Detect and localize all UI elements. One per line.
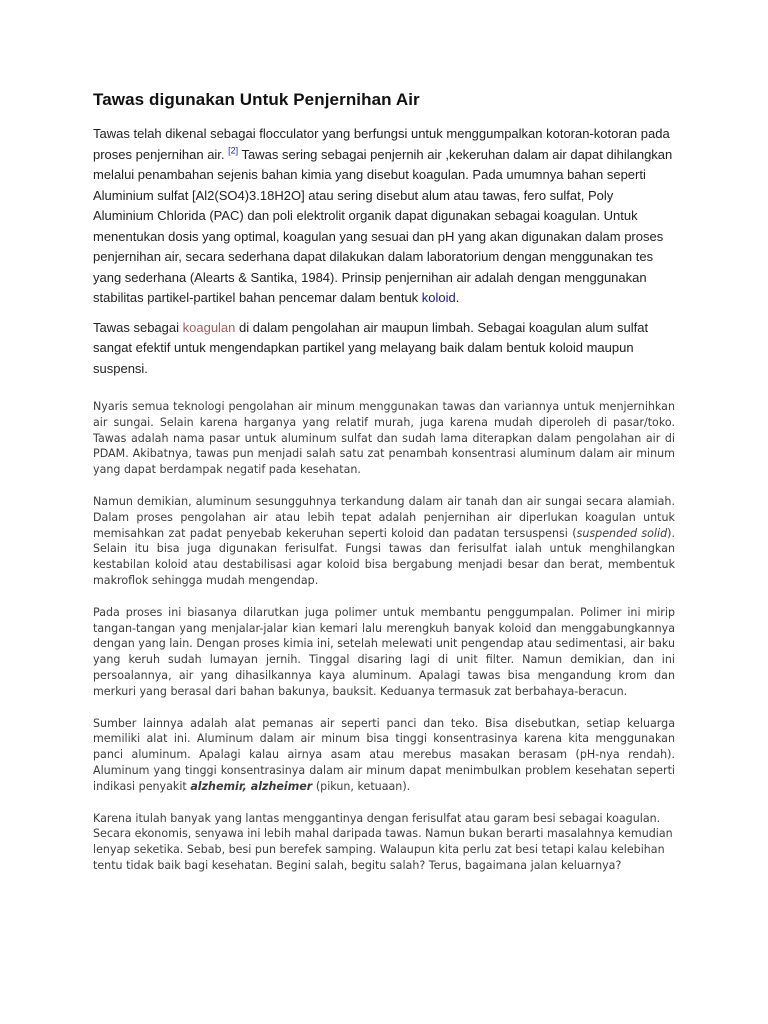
emphasis-text: alzhemir, alzheimer xyxy=(190,779,313,793)
article-paragraph-5: Karena itulah banyak yang lantas menggantinya dengan ferisulfat atau garam besi sebagai koagulan. Secara ekonomis, senyawa ini lebih mahal daripada tawas. Namun bukan berarti masalahnya kemudian lenyap seketika. Sebab, besi pun berefek samping. Walaupun kita perlu zat besi tetapi kalau kelebihan tentu tidak baik bagi kesehatan. Begini salah, begitu salah? Terus, bagaimana jalan keluarnya? xyxy=(93,811,673,872)
article-paragraph-4 xyxy=(93,716,675,795)
emphasis-text: suspended solid xyxy=(576,526,668,540)
koloid-link[interactable]: koloid xyxy=(421,290,456,305)
intro-text: Tawas sering sebagai penjernih air ,kekeruhan dalam air dapat dihilangkan melalui penambahan sejenis bahan kimia yang disebut koagulan. Pada umumnya bahan seperti Aluminium sulfat [Al2(SO4)3.18H2O] atau sering disebut alum atau tawas, fero sulfat, Poly Aluminium Chlorida (PAC) dan poli elektrolit organik dapat digunakan sebagai koagulan. Untuk menentukan dosis yang optimal, koagulan yang sesuai dan pH yang akan digunakan dalam proses penjernihan air, secara sederhana dapat dilakukan dalam laboratorium dengan menggunakan tes yang sederhana (Alearts & Santika, 1984). Prinsip penjernihan air adalah dengan menggunakan stabilitas partikel-partikel bahan pencemar dalam bentuk xyxy=(93,146,673,305)
intro-text: . xyxy=(455,290,460,305)
article-text: Sumber lainnya adalah alat pemanas air seperti panci dan teko. Bisa disebutkan, setiap keluarga memiliki alat ini. Aluminum dalam air minum bisa tinggi konsentrasinya karena kita menggunakan panci aluminum. Apalagi kalau airnya asam atau merebus masakan berasam (pH-nya rendah). Aluminum yang tinggi konsentrasinya dalam air minum dapat menimbulkan problem kesehatan seperti indikasi penyakit xyxy=(93,716,675,793)
intro-paragraph-2 xyxy=(93,318,675,380)
document-content xyxy=(93,90,675,890)
citation-link[interactable]: [2] xyxy=(228,145,239,156)
article-paragraph-3: Pada proses ini biasanya dilarutkan juga polimer untuk membantu penggumpalan. Polimer ini mirip tangan-tangan yang menjalar-jalar kian kemari lalu merengkuh banyak koloid dan menggabungkannya dengan yang lain. Dengan proses kimia ini, setelah melewati unit pengendap atau sedimentasi, air baku yang keruh sudah lumayan jernih. Tinggal disaring lagi di unit filter. Namun demikian, dan ini persoalannya, air yang dihasilkannya kaya aluminum. Apalagi tawas bisa mengandung krom dan merkuri yang berasal dari bahan bakunya, bauksit. Keduanya termasuk zat berbahaya-beracun. xyxy=(93,605,675,698)
intro-paragraph-1 xyxy=(93,124,675,309)
intro-text: Tawas telah dikenal sebagai flocculator yang berfungsi untuk menggumpalkan kotoran-kotoran pada proses penjernihan air. xyxy=(93,126,670,162)
article-paragraph-2 xyxy=(93,494,675,589)
article-paragraph-1: Nyaris semua teknologi pengolahan air minum menggunakan tawas dan variannya untuk menjernihkan air sungai. Selain karena harganya yang relatif murah, juga karena mudah diperoleh di pasar/toko. Tawas adalah nama pasar untuk aluminum sulfat dan sudah lama diterapkan dalam pengolahan air di PDAM. Akibatnya, tawas pun menjadi salah satu zat penambah konsentrasi aluminum dalam air minum yang dapat berdampak negatif pada kesehatan. xyxy=(93,400,675,477)
page-title: Tawas digunakan Untuk Penjernihan Air xyxy=(93,90,420,109)
koagulan-link[interactable]: koagulan xyxy=(182,319,236,335)
scanned-article xyxy=(93,399,675,874)
article-text: Namun demikian, aluminum sesungguhnya terkandung dalam air tanah dan air sungai secara alamiah. Dalam proses pengolahan air atau lebih tepat adalah penjernihan air diperlukan koagulan untuk memisahkan zat padat penyebab kekeruhan seperti koloid dan padatan tersuspensi ( xyxy=(93,494,675,540)
intro-section xyxy=(93,124,675,379)
article-text: ). Selain itu bisa juga digunakan ferisulfat. Fungsi tawas dan ferisulfat ialah untuk menghilangkan kestabilan koloid atau destabilisasi agar koloid bisa bergabung menjadi besar dan berat, membentuk makroflok sehingga mudah mengendap. xyxy=(93,526,675,587)
intro-text: Tawas sebagai xyxy=(93,319,183,335)
article-text: (pikun, ketuaan). xyxy=(312,779,411,793)
intro-text: di dalam pengolahan air maupun limbah. Sebagai koagulan alum sulfat sangat efektif untuk mengendapkan partikel yang melayang baik dalam bentuk koloid maupun suspensi. xyxy=(93,319,649,376)
